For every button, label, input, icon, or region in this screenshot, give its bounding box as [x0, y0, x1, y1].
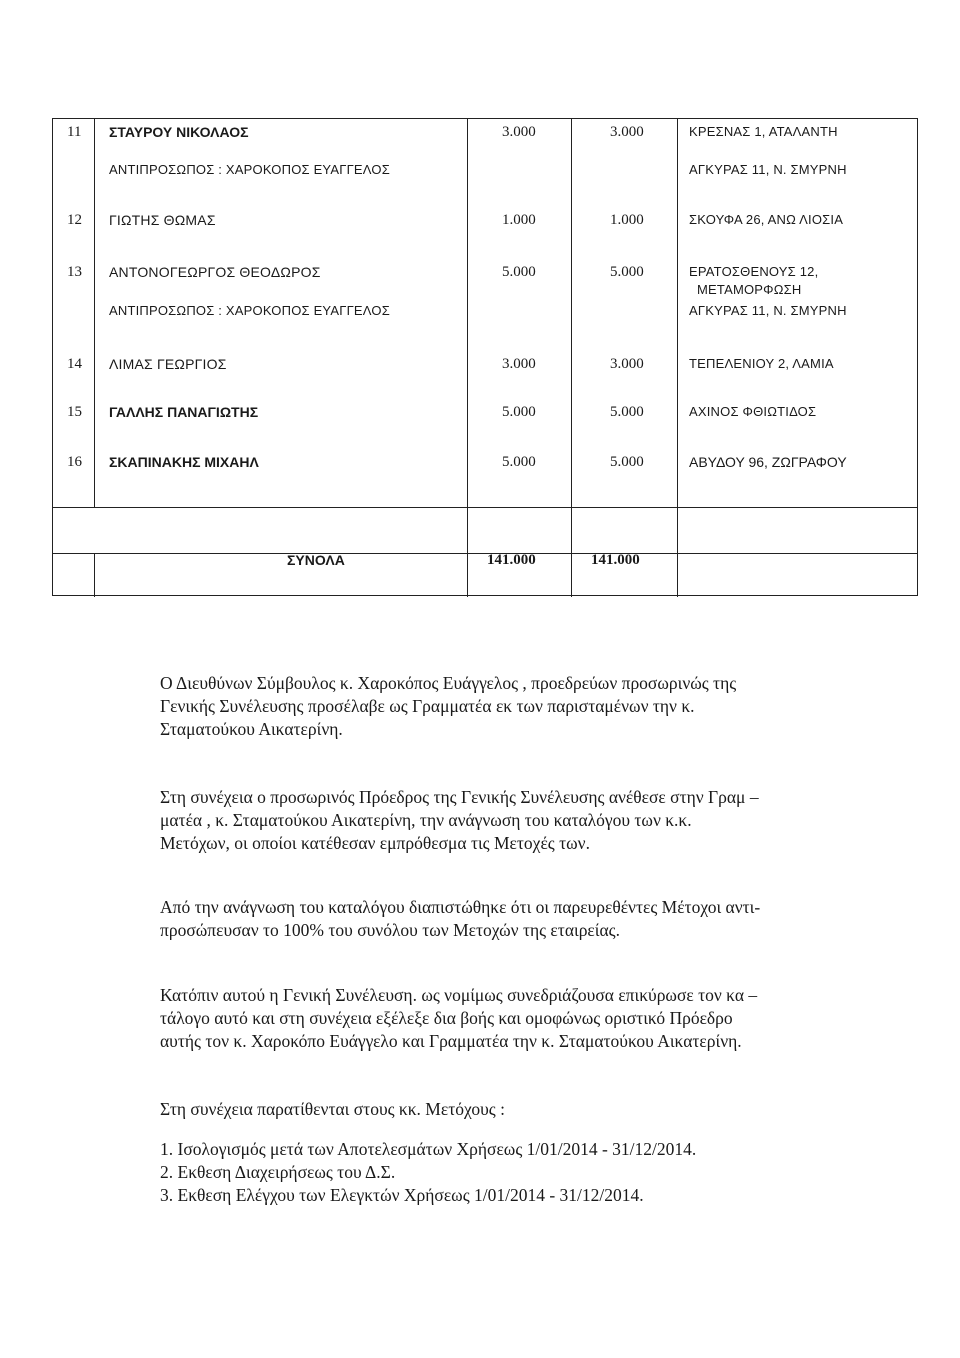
shares-value: 3.000	[502, 356, 536, 372]
table-divider	[94, 119, 95, 507]
address: ΑΧΙΝΟΣ ΦΘΙΩΤΙΔΟΣ	[689, 404, 817, 419]
text-line: ματέα , κ. Σταματούκου Αικατερίνη, την ανάγνωση του καταλόγου των κ.κ.	[160, 810, 692, 830]
list-item: 3. Εκθεση Ελέγχου των Ελεγκτών Χρήσεως 1/01/2014 - 31/12/2014.	[160, 1185, 644, 1205]
votes-value: 3.000	[610, 356, 644, 372]
text-line: Από την ανάγνωση του καταλόγου διαπιστώθηκε ότι οι παρευρεθέντες Μέτοχοι αντι-	[160, 897, 761, 917]
paragraph-secretary	[160, 672, 840, 741]
shares-value: 1.000	[502, 212, 536, 228]
text-line: Ο Διευθύνων Σύμβουλος κ. Χαροκόπος Ευάγγελος , προεδρεύων προσωρινώς της	[160, 673, 737, 693]
shareholder-name: ΓΙΩΤΗΣ ΘΩΜΑΣ	[109, 212, 216, 228]
text-line: Σταματούκου Αικατερίνη.	[160, 719, 343, 739]
shareholder-name: ΓΑΛΛΗΣ ΠΑΝΑΓΙΩΤΗΣ	[109, 404, 259, 420]
table-divider	[53, 507, 917, 508]
shares-value: 3.000	[502, 124, 536, 140]
votes-value: 3.000	[610, 124, 644, 140]
address: ΕΡΑΤΟΣΘΕΝΟΥΣ 12,	[689, 264, 819, 279]
shares-value: 5.000	[502, 454, 536, 470]
shareholder-name: ΣΚΑΠΙΝΑΚΗΣ ΜΙΧΑΗΛ	[109, 454, 259, 470]
table-divider	[571, 119, 572, 597]
totals-votes: 141.000	[591, 552, 640, 568]
votes-value: 5.000	[610, 264, 644, 280]
text-line: προσώπευσαν το 100% του συνόλου των Μετοχών της εταιρείας.	[160, 920, 620, 940]
shareholder-name: ΣΤΑΥΡΟΥ ΝΙΚΟΛΑΟΣ	[109, 124, 249, 140]
address: ΣΚΟΥΦΑ 26, ΑΝΩ ΛΙΟΣΙΑ	[689, 212, 844, 227]
text-line: τάλογο αυτό και στη συνέχεια εξέλεξε δια βοής και ομοφώνως οριστικό Πρόεδρο	[160, 1008, 733, 1028]
shareholder-name: ΛΙΜΑΣ ΓΕΩΡΓΙΟΣ	[109, 356, 227, 372]
votes-value: 5.000	[610, 454, 644, 470]
shares-value: 5.000	[502, 404, 536, 420]
totals-label: ΣΥΝΟΛΑ	[287, 552, 345, 568]
row-number: 12	[67, 212, 82, 228]
address: ΑΒΥΔΟΥ 96, ΖΩΓΡΑΦΟΥ	[689, 454, 847, 470]
text-line: Κατόπιν αυτού η Γενική Συνέλευση. ως νομίμως συνεδριάζουσα επικύρωσε τον κα –	[160, 985, 758, 1005]
paragraph-election	[160, 984, 840, 1053]
table-divider	[94, 553, 95, 597]
shares-value: 5.000	[502, 264, 536, 280]
table-divider	[467, 119, 468, 597]
shareholders-table	[52, 118, 918, 596]
votes-value: 5.000	[610, 404, 644, 420]
list-item: 1. Ισολογισμός μετά των Αποτελεσμάτων Χρήσεως 1/01/2014 - 31/12/2014.	[160, 1139, 697, 1159]
text-line: Στη συνέχεια ο προσωρινός Πρόεδρος της Γενικής Συνέλευσης ανέθεσε στην Γραμ –	[160, 787, 759, 807]
representative-address: ΑΓΚΥΡΑΣ 11, Ν. ΣΜΥΡΝΗ	[689, 162, 847, 177]
agenda-list	[160, 1138, 840, 1207]
row-number: 16	[67, 454, 82, 470]
representative: ΑΝΤΙΠΡΟΣΩΠΟΣ : ΧΑΡΟΚΟΠΟΣ ΕΥΑΓΓΕΛΟΣ	[109, 303, 390, 318]
text-line: Γενικής Συνέλευσης προσέλαβε ως Γραμματέα εκ των παρισταμένων την κ.	[160, 696, 695, 716]
paragraph-intro	[160, 1098, 840, 1121]
list-item: 2. Εκθεση Διαχειρήσεως του Δ.Σ.	[160, 1162, 396, 1182]
text-line: Μετόχων, οι οποίοι κατέθεσαν εμπρόθεσμα τις Μετοχές των.	[160, 833, 590, 853]
shareholder-name: ΑΝΤΟΝΟΓΕΩΡΓΟΣ ΘΕΟΔΩΡΟΣ	[109, 264, 321, 280]
address-line2: ΜΕΤΑΜΟΡΦΩΣΗ	[697, 282, 802, 297]
representative: ΑΝΤΙΠΡΟΣΩΠΟΣ : ΧΑΡΟΚΟΠΟΣ ΕΥΑΓΓΕΛΟΣ	[109, 162, 390, 177]
totals-shares: 141.000	[487, 552, 536, 568]
representative-address: ΑΓΚΥΡΑΣ 11, Ν. ΣΜΥΡΝΗ	[689, 303, 847, 318]
table-divider	[677, 119, 678, 597]
text-line: Στη συνέχεια παρατίθενται στους κκ. Μετόχους :	[160, 1099, 505, 1119]
row-number: 13	[67, 264, 82, 280]
votes-value: 1.000	[610, 212, 644, 228]
address: ΤΕΠΕΛΕΝΙΟΥ 2, ΛΑΜΙΑ	[689, 356, 834, 371]
table-divider	[53, 553, 917, 554]
row-number: 14	[67, 356, 82, 372]
text-line: αυτής τον κ. Χαροκόπο Ευάγγελο και Γραμματέα την κ. Σταματούκου Αικατερίνη.	[160, 1031, 742, 1051]
row-number: 15	[67, 404, 82, 420]
address: ΚΡΕΣΝΑΣ 1, ΑΤΑΛΑΝΤΗ	[689, 124, 838, 139]
paragraph-quorum	[160, 896, 840, 942]
row-number: 11	[67, 124, 82, 140]
paragraph-catalogue	[160, 786, 840, 855]
